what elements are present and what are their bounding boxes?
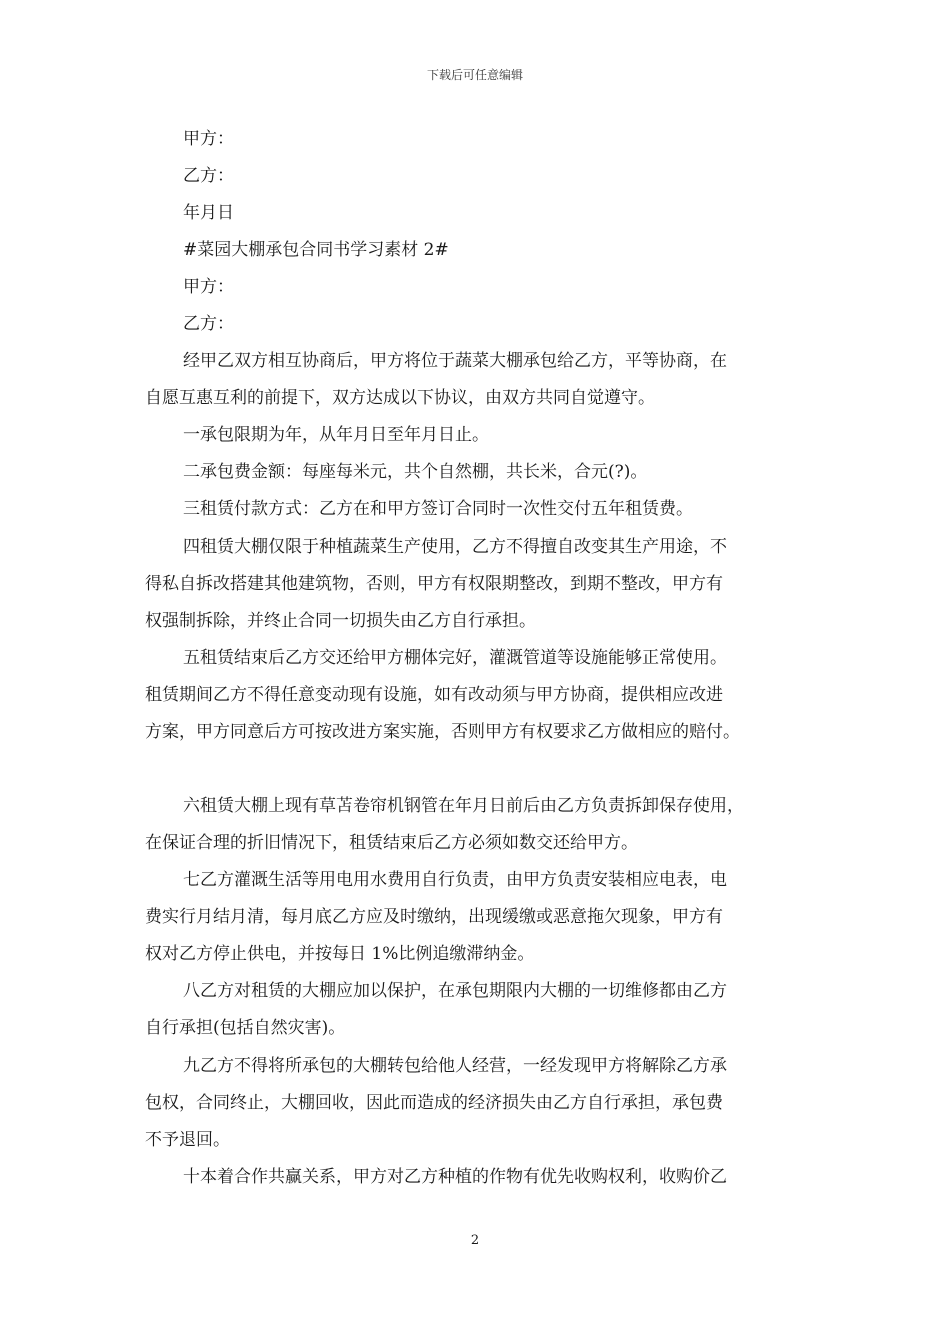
- text-line: 租赁期间乙方不得任意变动现有设施，如有改动须与甲方协商，提供相应改进: [145, 685, 723, 705]
- text-line: 方案，甲方同意后方可按改进方案实施，否则甲方有权要求乙方做相应的赔付。: [145, 722, 740, 742]
- text-line: 一承包限期为年，从年月日至年月日止。: [183, 425, 489, 445]
- text-line: 六租赁大棚上现有草苫卷帘机钢管在年月日前后由乙方负责拆卸保存使用，: [183, 796, 744, 816]
- text-line: 乙方：: [183, 166, 234, 186]
- text-line: 自行承担(包括自然灾害)。: [145, 1018, 346, 1038]
- text-line: 权强制拆除，并终止合同一切损失由乙方自行承担。: [145, 611, 536, 631]
- text-line: 五租赁结束后乙方交还给甲方棚体完好，灌溉管道等设施能够正常使用。: [183, 648, 727, 668]
- text-line: 不予退回。: [145, 1130, 230, 1150]
- text-line: 甲方：: [183, 129, 234, 149]
- page-header-note: 下载后可任意编辑: [426, 68, 523, 82]
- text-line: 在保证合理的折旧情况下，租赁结束后乙方必须如数交还给甲方。: [145, 833, 638, 853]
- text-line: 包权，合同终止，大棚回收，因此而造成的经济损失由乙方自行承担，承包费: [145, 1093, 723, 1113]
- text-line: 八乙方对租赁的大棚应加以保护，在承包期限内大棚的一切维修都由乙方: [183, 981, 727, 1001]
- text-line: 九乙方不得将所承包的大棚转包给他人经营，一经发现甲方将解除乙方承: [183, 1056, 727, 1076]
- text-line: 三租赁付款方式：乙方在和甲方签订合同时一次性交付五年租赁费。: [183, 499, 693, 519]
- text-line: 自愿互惠互利的前提下，双方达成以下协议，由双方共同自觉遵守。: [145, 388, 655, 408]
- text-line: 乙方：: [183, 314, 234, 334]
- text-line: 费实行月结月清，每月底乙方应及时缴纳，出现缓缴或恶意拖欠现象，甲方有: [145, 907, 723, 927]
- text-line: 权对乙方停止供电，并按每日 1%比例追缴滞纳金。: [145, 944, 535, 964]
- text-line: 四租赁大棚仅限于种植蔬菜生产使用，乙方不得擅自改变其生产用途，不: [183, 537, 727, 557]
- text-line: 甲方：: [183, 277, 234, 297]
- text-line: 年月日: [183, 203, 234, 223]
- section-heading: #菜园大棚承包合同书学习素材 2#: [183, 240, 449, 260]
- text-line: 经甲乙双方相互协商后，甲方将位于蔬菜大棚承包给乙方，平等协商，在: [183, 351, 727, 371]
- text-line: 七乙方灌溉生活等用电用水费用自行负责，由甲方负责安装相应电表，电: [183, 870, 727, 890]
- page-number: 2: [470, 1233, 480, 1248]
- text-line: 得私自拆改搭建其他建筑物，否则，甲方有权限期整改，到期不整改，甲方有: [145, 574, 723, 594]
- text-line: 十本着合作共赢关系，甲方对乙方种植的作物有优先收购权利，收购价乙: [183, 1167, 727, 1187]
- text-line: 二承包费金额：每座每米元，共个自然棚，共长米，合元(?)。: [183, 462, 648, 482]
